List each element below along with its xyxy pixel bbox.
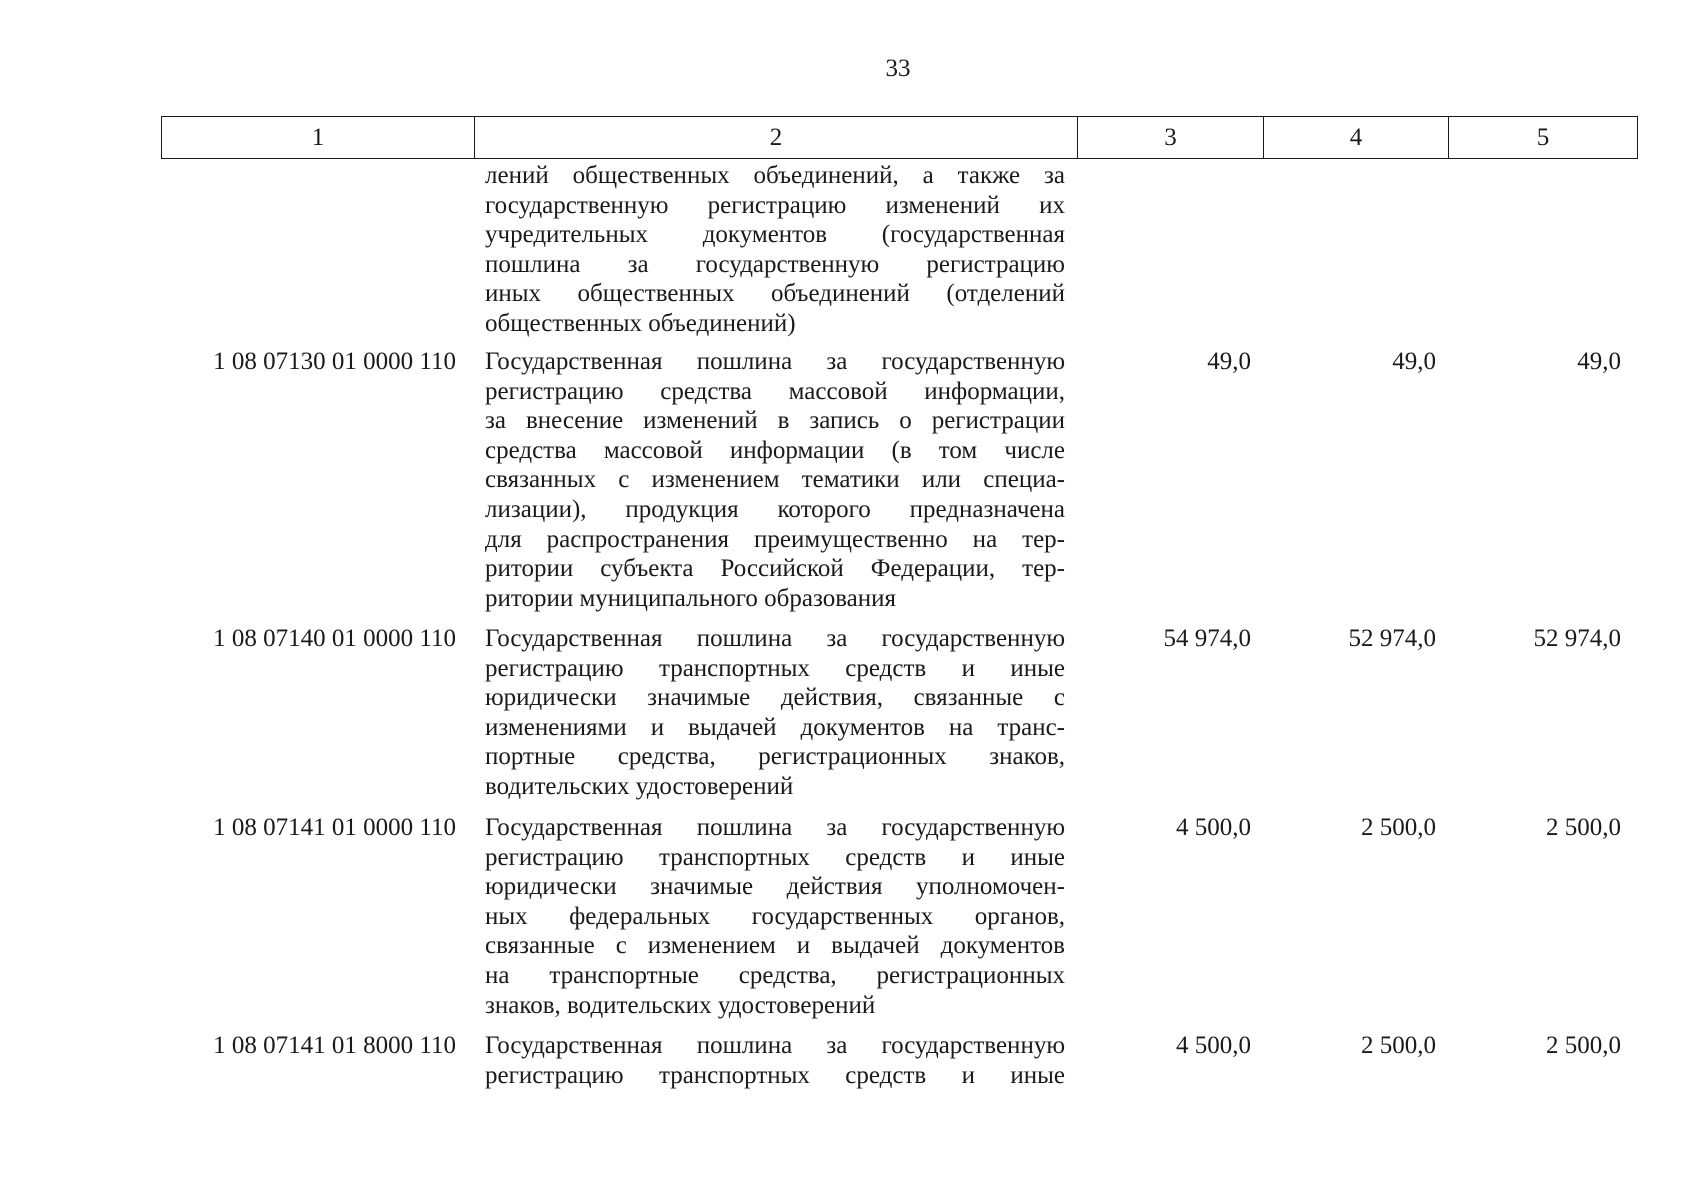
description-line: Государственная пошлина за государственную xyxy=(485,625,1065,652)
description-line: для распространения преимущественно на тер- xyxy=(485,525,1065,553)
row-code: 1 08 07140 01 0000 110 xyxy=(213,625,456,652)
description-line: государственную регистрацию изменений их xyxy=(485,191,1065,219)
description-line: регистрацию транспортных средств и иные xyxy=(485,654,1065,682)
row-value-col5: 49,0 xyxy=(1577,348,1621,375)
row-code: 1 08 07130 01 0000 110 xyxy=(213,348,456,375)
description-line: юридически значимые действия, связанные с xyxy=(485,684,1065,712)
row-value-col4: 49,0 xyxy=(1392,348,1436,375)
description-line: Государственная пошлина за государственную xyxy=(485,1032,1065,1059)
description-line: средства массовой информации (в том числе xyxy=(485,436,1065,464)
description-line: лений общественных объединений, а также за xyxy=(485,162,1065,189)
row-value-col4: 2 500,0 xyxy=(1361,814,1436,841)
description-line: связанные с изменением и выдачей документов xyxy=(485,932,1065,960)
description-line: ритории муниципального образования xyxy=(485,584,897,612)
row-code: 1 08 07141 01 8000 110 xyxy=(213,1032,456,1059)
description-line: за внесение изменений в запись о регистрации xyxy=(485,407,1065,435)
description-line: регистрацию транспортных средств и иные xyxy=(485,1061,1065,1089)
description-line: регистрацию средства массовой информации, xyxy=(485,377,1065,405)
row-value-col3: 49,0 xyxy=(1207,348,1251,375)
description-line: портные средства, регистрационных знаков, xyxy=(485,743,1065,771)
row-value-col4: 52 974,0 xyxy=(1348,625,1436,652)
description-line: на транспортные средства, регистрационных xyxy=(485,961,1065,989)
description-line: иных общественных объединений (отделений xyxy=(485,280,1065,308)
description-line: юридически значимые действия уполномочен- xyxy=(485,873,1065,901)
row-description xyxy=(485,813,1065,1020)
header-col-5: 5 xyxy=(1449,117,1638,159)
description-line: лизации), продукция которого предназначена xyxy=(485,495,1065,523)
description-line: знаков, водительских удостоверений xyxy=(485,991,876,1019)
description-line: общественных объединений) xyxy=(485,309,796,337)
description-line: изменениями и выдачей документов на транс- xyxy=(485,713,1065,741)
row-value-col3: 4 500,0 xyxy=(1176,814,1251,841)
header-col-4: 4 xyxy=(1264,117,1449,159)
header-col-2: 2 xyxy=(475,117,1078,159)
description-line: пошлина за государственную регистрацию xyxy=(485,250,1065,278)
row-description xyxy=(485,161,1065,339)
row-value-col5: 52 974,0 xyxy=(1533,625,1621,652)
description-line: ных федеральных государственных органов, xyxy=(485,902,1065,930)
row-value-col3: 54 974,0 xyxy=(1163,625,1251,652)
page-number: 33 xyxy=(885,55,911,82)
row-description xyxy=(485,347,1065,613)
row-value-col4: 2 500,0 xyxy=(1361,1032,1436,1059)
description-line: Государственная пошлина за государственную xyxy=(485,348,1065,375)
table-header xyxy=(161,116,1638,159)
header-col-1: 1 xyxy=(162,117,475,159)
description-line: учредительных документов (государственная xyxy=(485,221,1065,249)
row-description xyxy=(485,624,1065,802)
row-code: 1 08 07141 01 0000 110 xyxy=(213,814,456,841)
description-line: водительских удостоверений xyxy=(485,772,794,800)
row-value-col3: 4 500,0 xyxy=(1176,1032,1251,1059)
row-description xyxy=(485,1031,1065,1090)
description-line: регистрацию транспортных средств и иные xyxy=(485,843,1065,871)
row-value-col5: 2 500,0 xyxy=(1546,1032,1621,1059)
description-line: ритории субъекта Российской Федерации, тер- xyxy=(485,555,1065,583)
row-value-col5: 2 500,0 xyxy=(1546,814,1621,841)
description-line: связанных с изменением тематики или специа- xyxy=(485,466,1065,494)
description-line: Государственная пошлина за государственную xyxy=(485,814,1065,841)
header-col-3: 3 xyxy=(1078,117,1264,159)
